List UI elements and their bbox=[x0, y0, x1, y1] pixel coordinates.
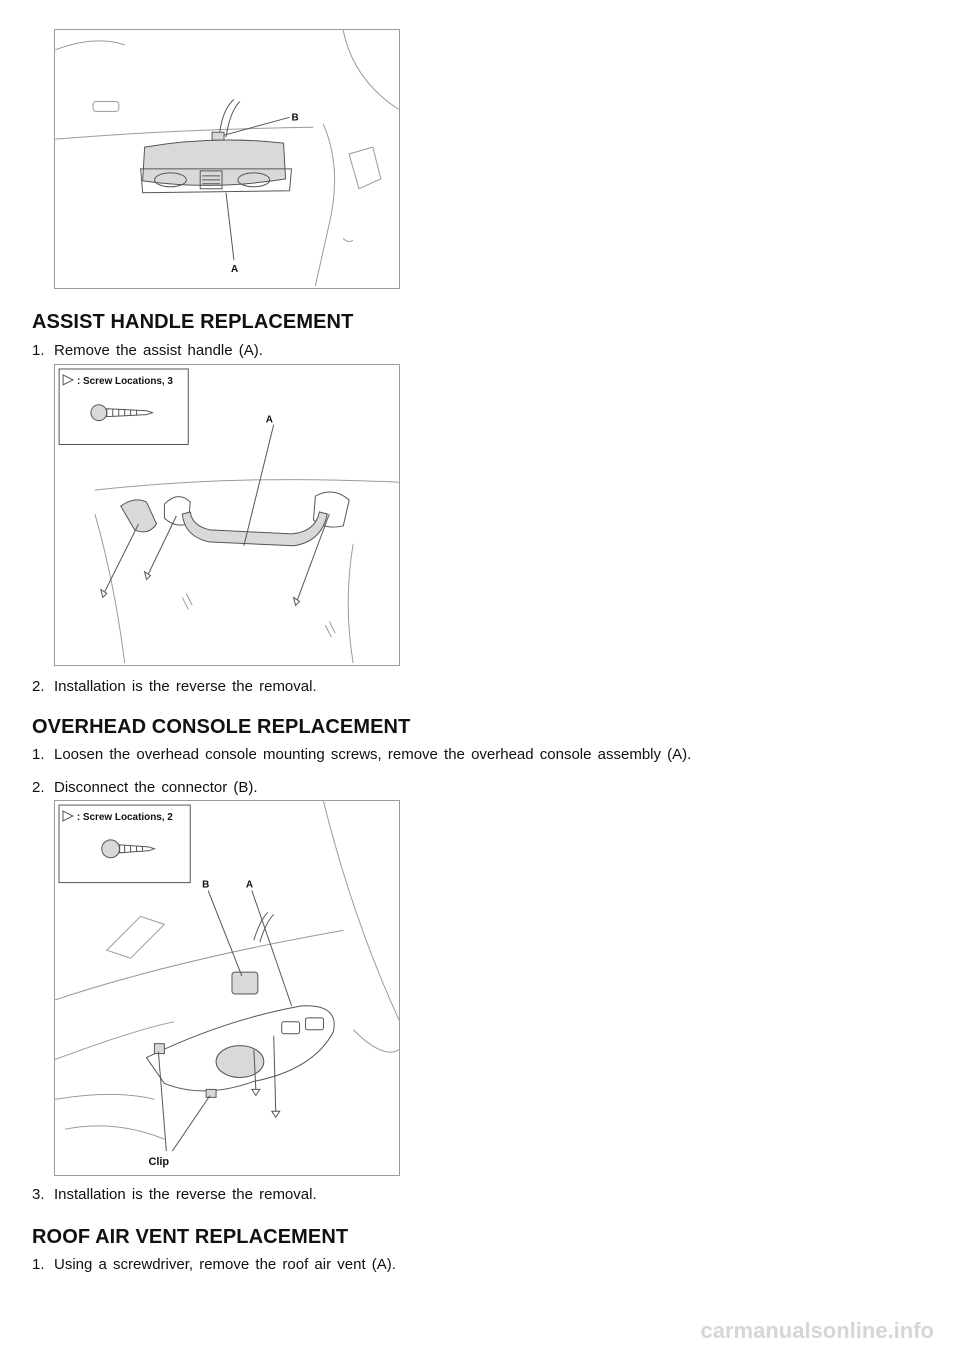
overhead-console-figure bbox=[54, 29, 400, 289]
overhead-console-removal-figure bbox=[54, 800, 400, 1176]
assist-handle-heading: ASSIST HANDLE REPLACEMENT bbox=[32, 311, 354, 333]
callout-a: A bbox=[265, 414, 273, 426]
overhead-console-heading: OVERHEAD CONSOLE REPLACEMENT bbox=[32, 716, 411, 738]
overhead-console-drawing bbox=[55, 30, 399, 288]
assist-handle-drawing bbox=[55, 365, 399, 665]
assist-step-2: 2. Installation is the reverse the removal. bbox=[32, 678, 317, 695]
callout-b: B bbox=[202, 879, 210, 891]
callout-b: B bbox=[291, 112, 299, 124]
roof-air-vent-heading: ROOF AIR VENT REPLACEMENT bbox=[32, 1226, 349, 1248]
overhead-step-1: 1. Loosen the overhead console mounting screws, remove the overhead console assembly (A). bbox=[32, 746, 692, 763]
screw-legend: : Screw Locations, 3 bbox=[77, 375, 173, 387]
screw-legend: : Screw Locations, 2 bbox=[76, 811, 173, 823]
overhead-step-2: 2. Disconnect the connector (B). bbox=[32, 779, 258, 796]
watermark: carmanualsonline.info bbox=[700, 1318, 934, 1343]
overhead-step-3: 3. Installation is the reverse the removal. bbox=[32, 1186, 317, 1203]
roof-step-1: 1. Using a screwdriver, remove the roof air vent (A). bbox=[32, 1256, 396, 1273]
callout-a: A bbox=[230, 264, 239, 276]
assist-handle-figure bbox=[54, 364, 400, 666]
callout-a: A bbox=[245, 879, 254, 891]
overhead-console-removal-drawing bbox=[55, 801, 399, 1175]
assist-step-1: 1. Remove the assist handle (A). bbox=[32, 342, 263, 359]
callout-clip: Clip bbox=[148, 1155, 170, 1168]
